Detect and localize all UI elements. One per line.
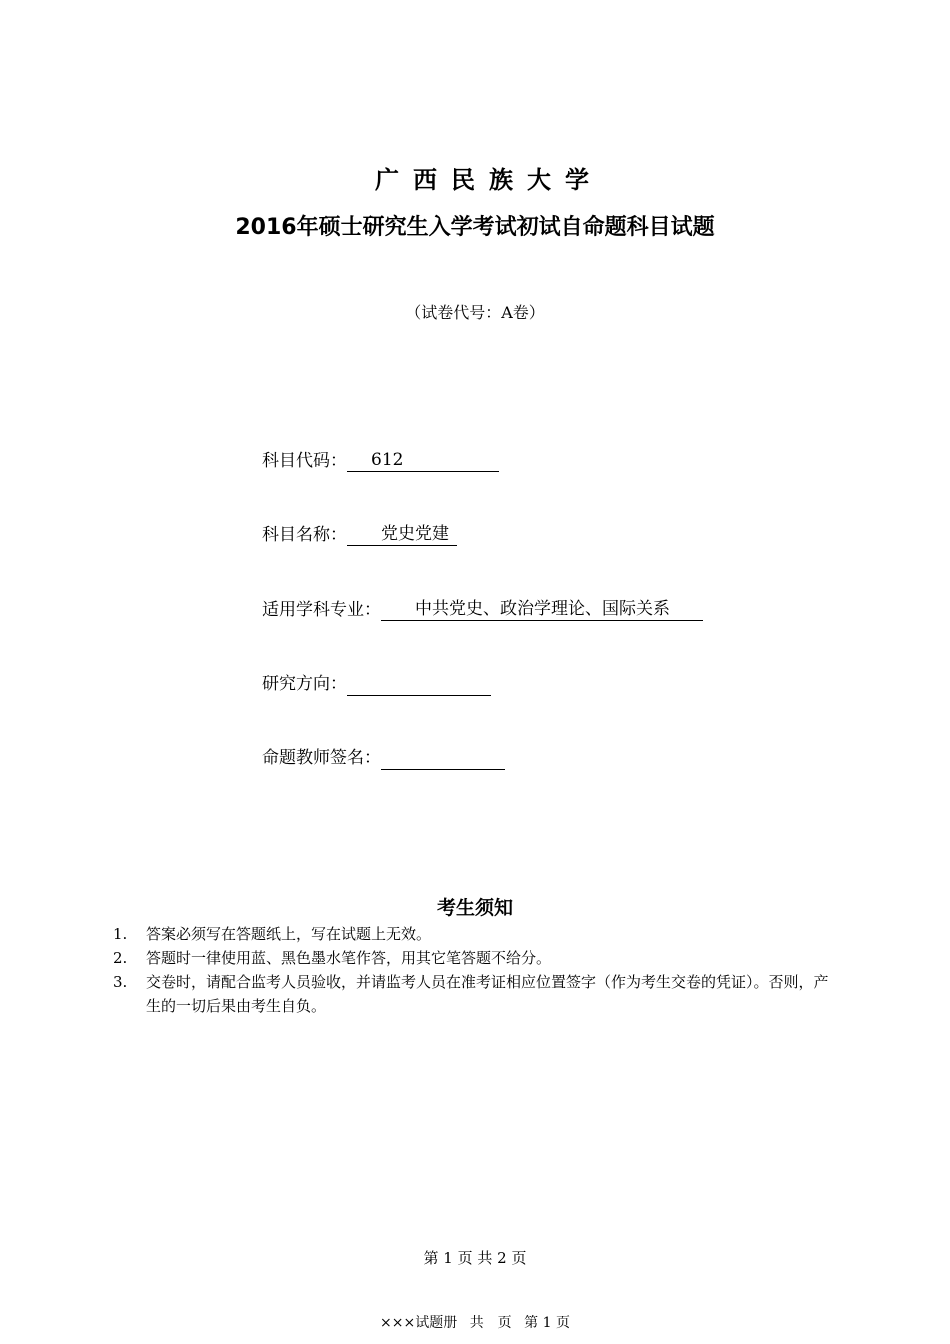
notice-item-text: 答题时一律使用蓝、黑色墨水笔作答，用其它笔答题不给分。: [146, 949, 552, 967]
university-name: 广西民族大学: [375, 166, 603, 194]
notice-item: [113, 946, 843, 970]
field-label: 命题教师签名：: [262, 748, 381, 768]
paper-code: （试卷代号：A卷）: [405, 303, 545, 322]
notice-title: 考生须知: [436, 897, 513, 919]
notice-item-number: 1.: [113, 925, 128, 943]
field-value: 612: [347, 448, 499, 472]
field-label: 科目名称：: [262, 525, 347, 545]
footer-page: 第 1 页: [524, 1315, 570, 1331]
notice-item-number: 3.: [113, 973, 128, 991]
field-label: 适用学科专业：: [262, 600, 381, 620]
field-subject-code: [262, 448, 499, 474]
page-footer: [0, 1312, 950, 1332]
field-subject-name: [262, 522, 457, 548]
field-label: 科目代码：: [262, 451, 347, 471]
field-value: 中共党史、政治学理论、国际关系: [381, 597, 703, 621]
field-teacher-signature: [262, 745, 505, 771]
field-major: [262, 597, 703, 623]
field-value: 党史党建: [347, 522, 457, 546]
field-research-direction: [262, 671, 491, 697]
field-value: [381, 745, 505, 770]
exam-title: 2016年硕士研究生入学考试初试自命题科目试题: [235, 215, 715, 240]
notice-item: [113, 922, 843, 946]
notice-item-text: 交卷时，请配合监考人员验收，并请监考人员在准考证相应位置签字（作为考生交卷的凭证）。否则，产生的一切后果由考生自负。: [146, 973, 829, 1015]
field-label: 研究方向：: [262, 674, 347, 694]
page-number: 第 1 页 共 2 页: [423, 1249, 527, 1267]
footer-total-pages: 共 页: [469, 1315, 512, 1331]
notice-item-text: 答案必须写在答题纸上，写在试题上无效。: [146, 925, 432, 943]
notice-item: [113, 970, 843, 1018]
field-value: [347, 671, 491, 696]
notice-item-number: 2.: [113, 949, 128, 967]
notice-list: [113, 922, 843, 1018]
footer-booklet: ×××试题册: [380, 1315, 458, 1331]
